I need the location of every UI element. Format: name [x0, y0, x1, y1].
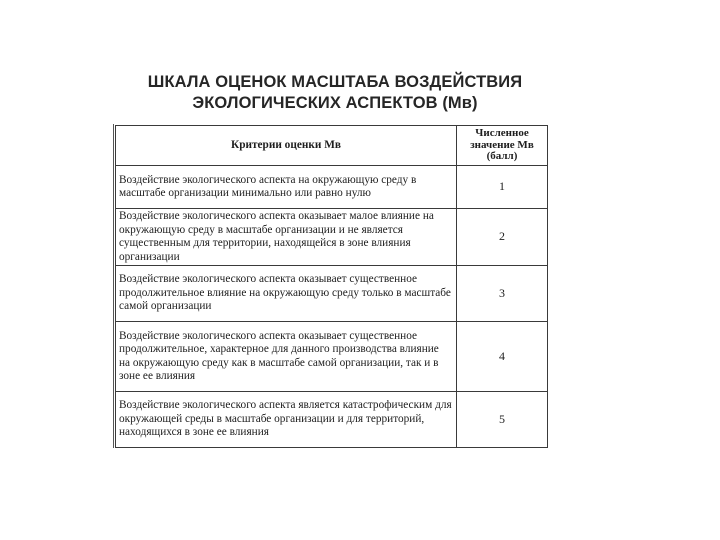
title-line-1: ШКАЛА ОЦЕНОК МАСШТАБА ВОЗДЕЙСТВИЯ — [147, 73, 523, 91]
title-line-2: ЭКОЛОГИЧЕСКИХ АСПЕКТОВ (Мв) — [192, 94, 478, 112]
row-criteria: Воздействие экологического аспекта оказывает существенное продолжительное влияние на окружающую среду только в масштабе самой организации — [116, 266, 457, 322]
assessment-scale-table — [115, 125, 548, 448]
table-left-edge — [113, 124, 114, 448]
table-row — [116, 392, 548, 448]
document-title — [110, 72, 560, 114]
table-header-row — [116, 126, 548, 166]
row-criteria: Воздействие экологического аспекта оказывает малое влияние на окружающую среду в масштабе организации и не является существенным для территории, находящейся в зоне влияния организации — [116, 209, 457, 266]
header-criteria: Критерии оценки Мв — [116, 126, 457, 166]
table-row — [116, 322, 548, 392]
table-row — [116, 209, 548, 266]
row-criteria: Воздействие экологического аспекта оказывает существенное продолжительное, характерное для данного производства влияние на окружающую среду как в масштабе самой организации, так и в зоне ее влияния — [116, 322, 457, 392]
row-score: 4 — [457, 322, 548, 392]
table-row — [116, 166, 548, 209]
row-score: 3 — [457, 266, 548, 322]
row-score: 1 — [457, 166, 548, 209]
row-score: 2 — [457, 209, 548, 266]
row-score: 5 — [457, 392, 548, 448]
row-criteria: Воздействие экологического аспекта является катастрофическим для окружающей среды в масштабе организации и для территорий, находящихся в зоне ее влияния — [116, 392, 457, 448]
row-criteria: Воздействие экологического аспекта на окружающую среду в масштабе организации минимально или равно нулю — [116, 166, 457, 209]
header-value: Численное значение Мв (балл) — [457, 126, 548, 166]
table-row — [116, 266, 548, 322]
